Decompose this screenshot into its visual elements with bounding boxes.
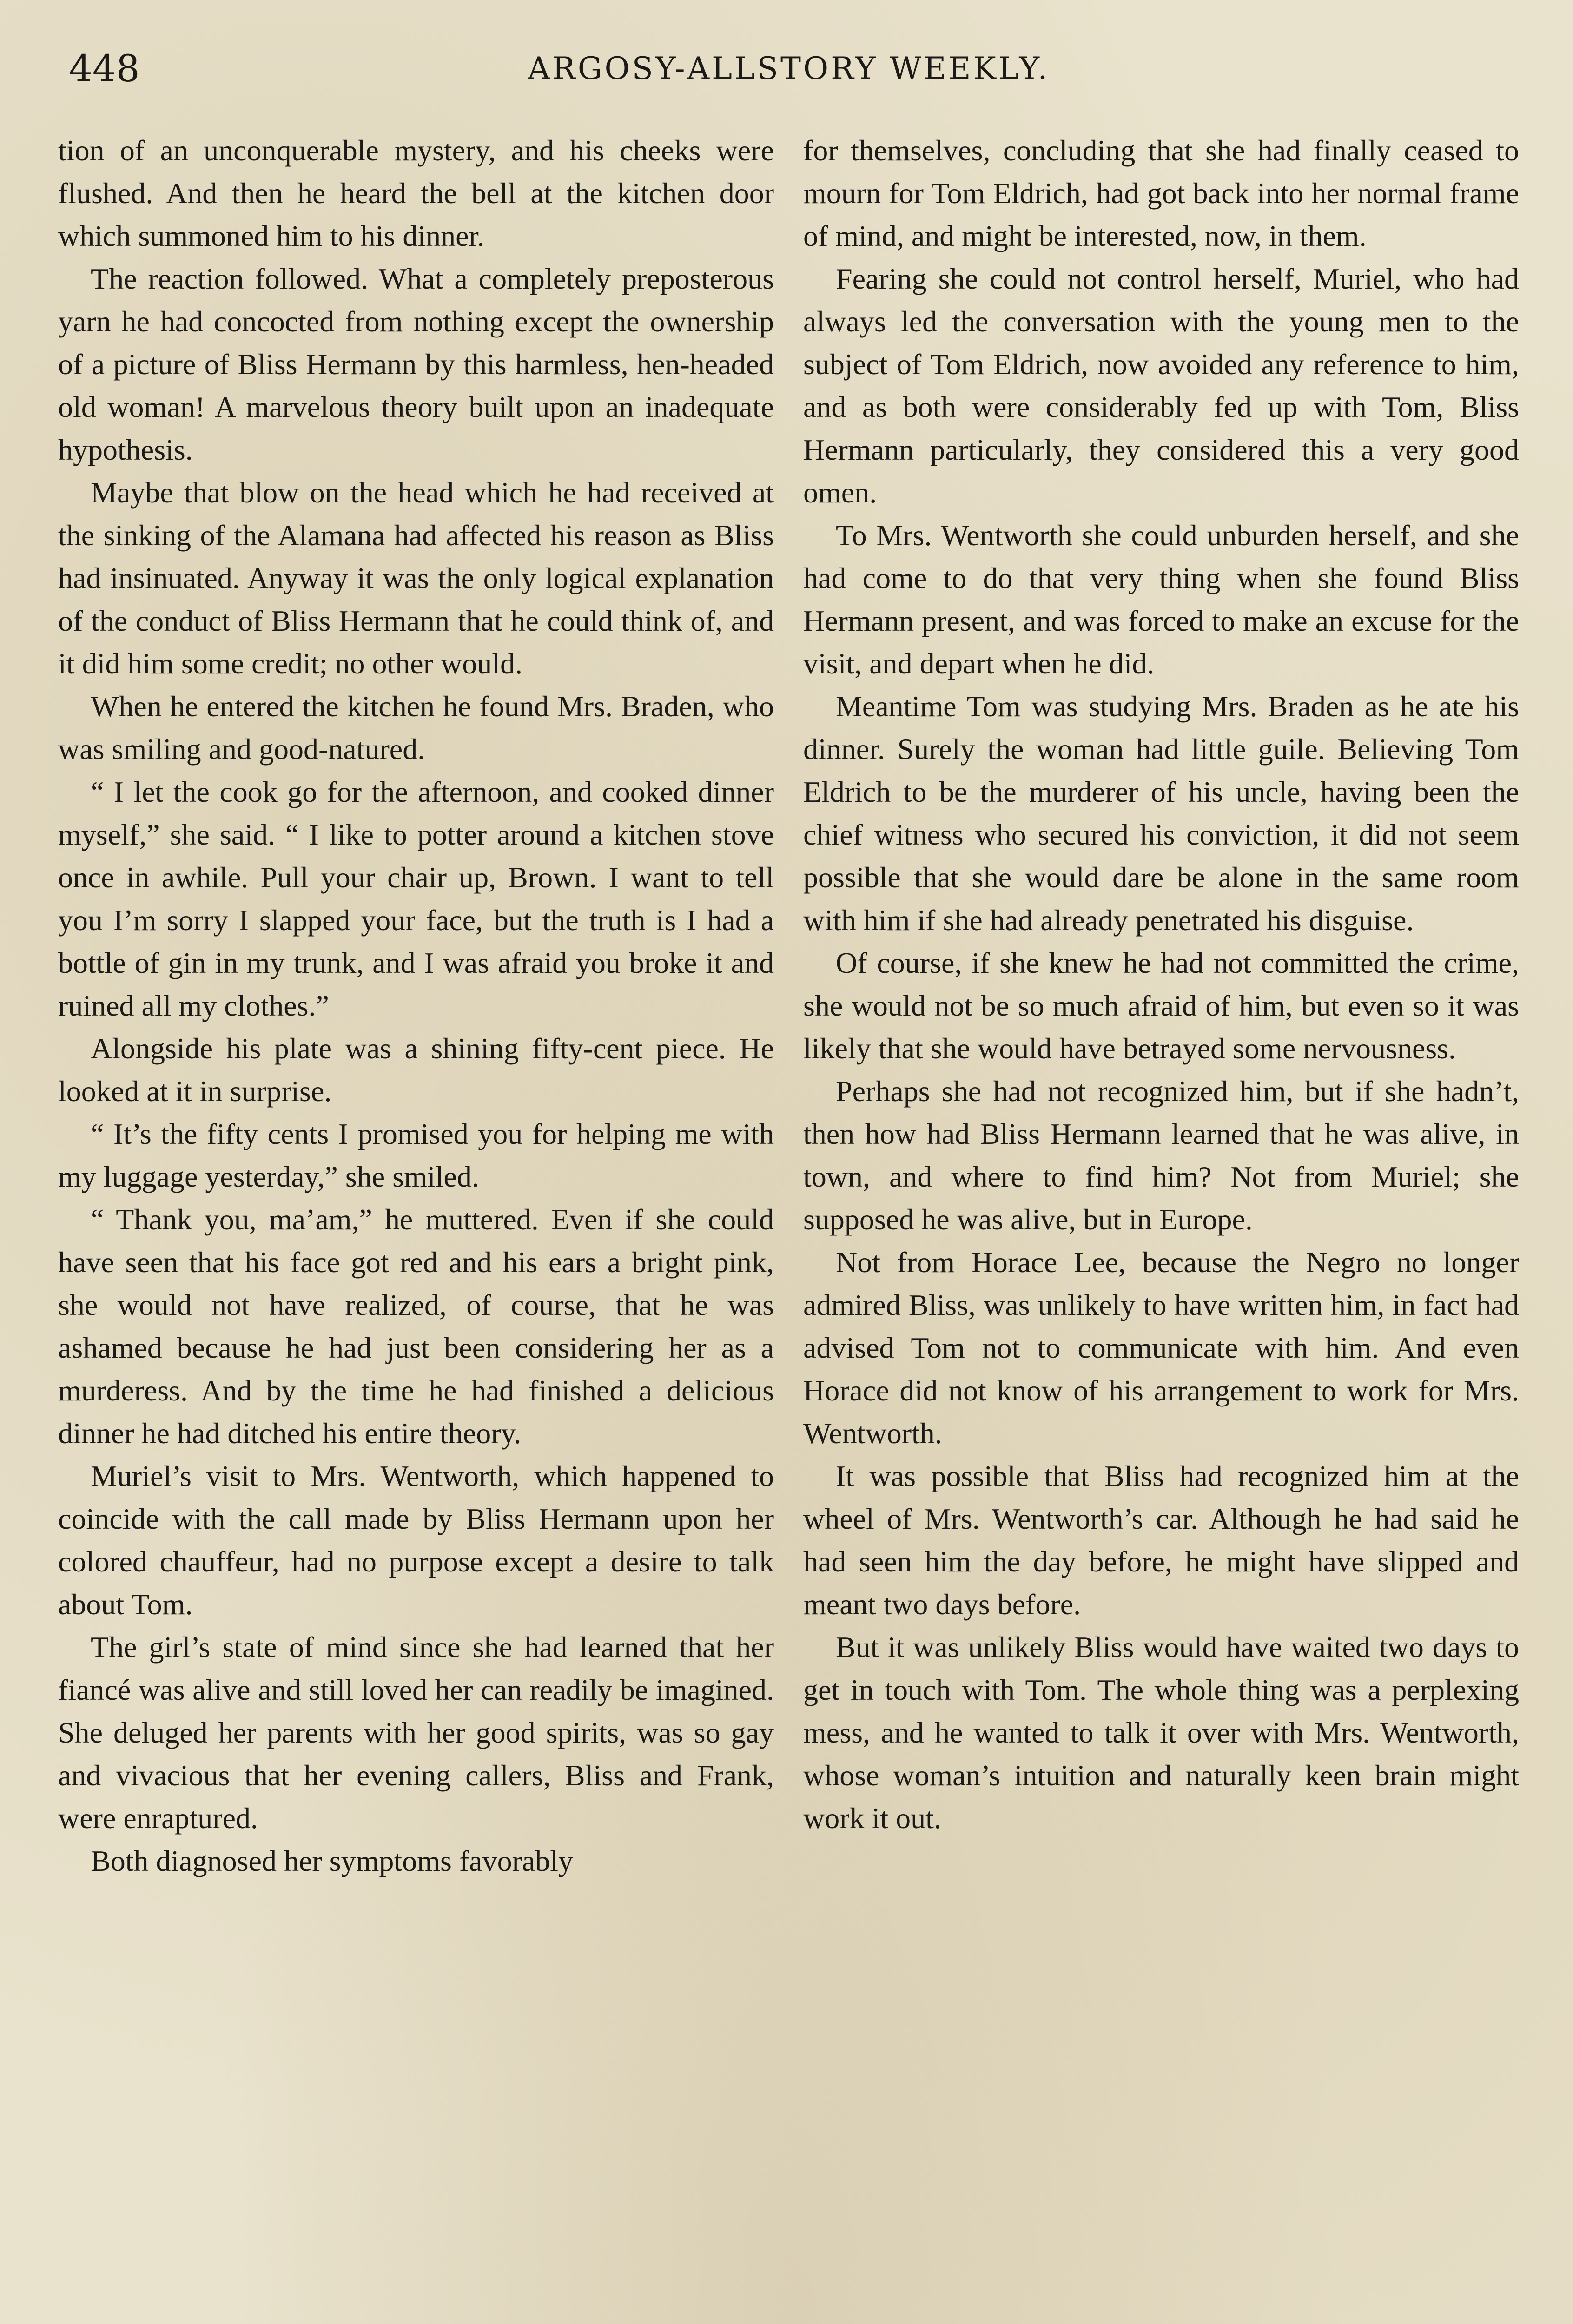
paragraph: To Mrs. Wentworth she could unburden herself, and she had come to do that very thing when she found Bliss Hermann present, and was forced to make an excuse for the visit, and depart when he did. (803, 519, 1519, 680)
paragraph: Of course, if she knew he had not committed the crime, she would not be so much afraid of him, but even so it was likely that she would have betrayed some nervousness. (803, 946, 1519, 1065)
page-number: 448 (69, 47, 140, 90)
paragraph: Maybe that blow on the head which he had received at the sinking of the Alamana had affected his reason as Bliss had insinuated. Anyway it was the only logical explanation of the conduct of Bliss Hermann that he could think of, and it did him some credit; no other would. (58, 476, 774, 680)
paragraph: When he entered the kitchen he found Mrs. Braden, who was smiling and good-natured. (58, 690, 774, 766)
page-header (60, 41, 1517, 97)
paragraph: Meantime Tom was studying Mrs. Braden as he ate his dinner. Surely the woman had little guile. Believing Tom Eldrich to be the murderer of his uncle, having been the chief witness who secured his conviction, it did not seem possible that she would dare be alone in the same room with him if she had already penetrated his disguise. (803, 690, 1519, 937)
right-column (803, 129, 1519, 1840)
paragraph: Perhaps she had not recognized him, but if she hadn’t, then how had Bliss Hermann learned that he was alive, in town, and where to find him? Not from Muriel; she supposed he was alive, but in Europe. (803, 1075, 1519, 1236)
paragraph: Fearing she could not control herself, Muriel, who had always led the conversation with the young men to the subject of Tom Eldrich, now avoided any reference to him, and as both were considerably fed up with Tom, Bliss Hermann particularly, they considered this a very good omen. (803, 262, 1519, 509)
paragraph: tion of an unconquerable mystery, and his cheeks were flushed. And then he heard the bell at the kitchen door which summoned him to his dinner. (58, 134, 774, 252)
paragraph: for themselves, concluding that she had finally ceased to mourn for Tom Eldrich, had got back into her normal frame of mind, and might be interested, now, in them. (803, 134, 1519, 252)
left-column (58, 129, 774, 1882)
paragraph: Muriel’s visit to Mrs. Wentworth, which happened to coincide with the call made by Bliss Hermann upon her colored chauffeur, had no purpose except a desire to talk about Tom. (58, 1459, 774, 1621)
paragraph: The reaction followed. What a completely preposterous yarn he had concocted from nothing except the ownership of a picture of Bliss Hermann by this harmless, hen-headed old woman! A marvelous theory built upon an inadequate hypothesis. (58, 262, 774, 466)
paragraph: Alongside his plate was a shining fifty-cent piece. He looked at it in surprise. (58, 1032, 774, 1108)
paragraph: The girl’s state of mind since she had learned that her fiancé was alive and still loved her can readily be imagined. She deluged her parents with her good spirits, was so gay and vivacious that her evening callers, Bliss and Frank, were enraptured. (58, 1631, 774, 1835)
paragraph: Not from Horace Lee, because the Negro no longer admired Bliss, was unlikely to have written him, in fact had advised Tom not to communicate with him. And even Horace did not know of his arrangement to work for Mrs. Wentworth. (803, 1246, 1519, 1450)
paragraph: “ It’s the fifty cents I promised you for helping me with my luggage yesterday,” she smiled. (58, 1117, 774, 1193)
paragraph: But it was unlikely Bliss would have waited two days to get in touch with Tom. The whole thing was a perplexing mess, and he wanted to talk it over with Mrs. Wentworth, whose woman’s intuition and naturally keen brain might work it out. (803, 1631, 1519, 1835)
paragraph: Both diagnosed her symptoms favorably (91, 1844, 574, 1877)
paragraph: “ Thank you, ma’am,” he muttered. Even if she could have seen that his face got red and his ears a bright pink, she would not have realized, of course, that he was ashamed because he had just been considering her as a murderess. And by the time he had finished a delicious dinner he had ditched his entire theory. (58, 1203, 774, 1450)
paragraph: “ I let the cook go for the afternoon, and cooked dinner myself,” she said. “ I like to potter around a kitchen stove once in awhile. Pull your chair up, Brown. I want to tell you I’m sorry I slapped your face, but the truth is I had a bottle of gin in my trunk, and I was afraid you broke it and ruined all my clothes.” (58, 775, 774, 1022)
running-title: ARGOSY-ALLSTORY WEEKLY. (528, 51, 1050, 86)
paragraph: It was possible that Bliss had recognized him at the wheel of Mrs. Wentworth’s car. Although he had said he had seen him the day before, he might have slipped and meant two days before. (803, 1459, 1519, 1621)
